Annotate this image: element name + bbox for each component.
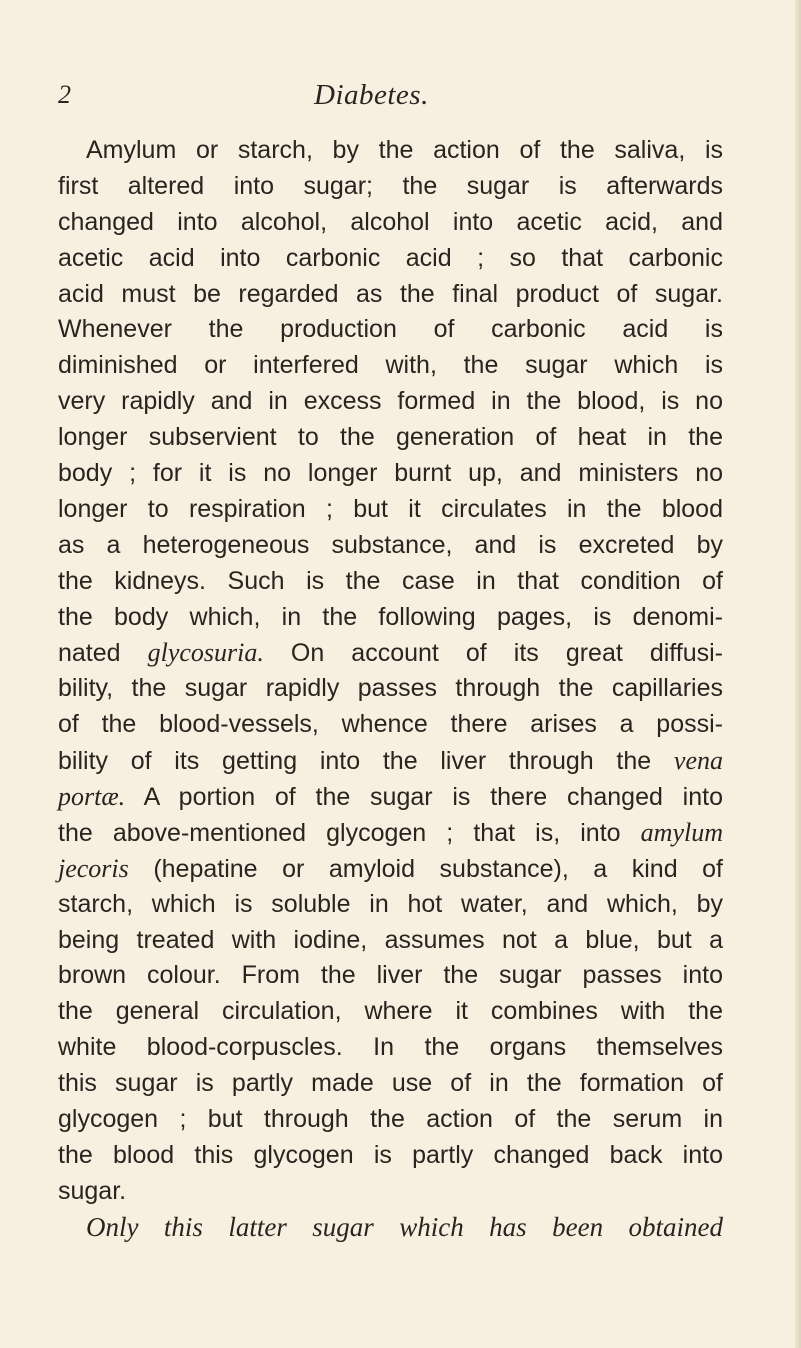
text-line: acetic acid into carbonic acid ; so that carbonic <box>58 243 723 272</box>
text-line: sugar. <box>58 1176 127 1205</box>
text-line <box>58 779 723 815</box>
text-line <box>58 815 723 851</box>
text-line: bility, the sugar rapidly passes through the capillaries <box>58 674 723 703</box>
text-line <box>58 851 723 887</box>
text-segment: On account of its great diffusi- <box>290 639 724 668</box>
page-edge <box>795 0 801 1348</box>
body-text <box>58 133 723 1246</box>
text-line: starch, which is soluble in hot water, and which, by <box>58 889 723 918</box>
text-line: body ; for it is no longer burnt up, and ministers no <box>58 459 723 488</box>
text-line: changed into alcohol, alcohol into acetic acid, and <box>58 207 723 236</box>
text-line: Amylum or starch, by the action of the saliva, is <box>86 136 723 164</box>
text-line: as a heterogeneous substance, and is excreted by <box>58 530 723 559</box>
text-line: the general circulation, where it combines with the <box>58 997 723 1026</box>
text-line: brown colour. From the liver the sugar passes into <box>58 961 723 990</box>
running-head <box>58 78 744 118</box>
text-line: Whenever the production of carbonic acid is <box>58 315 723 344</box>
text-line <box>58 635 723 671</box>
text-line: being treated with iodine, assumes not a blue, but a <box>58 925 723 954</box>
text-line: this sugar is partly made use of in the formation of <box>58 1069 723 1098</box>
text-line: the kidneys. Such is the case in that condition of <box>58 566 723 595</box>
page-number: 2 <box>58 80 71 109</box>
italic-term: glycosuria. <box>147 638 264 668</box>
text-line: the body which, in the following pages, is denomi- <box>58 602 723 631</box>
text-line: Only this latter sugar which has been obtained <box>86 1211 723 1242</box>
text-line: of the blood-vessels, whence there arises a possi- <box>58 710 723 739</box>
text-segment: (hepatine or amyloid substance), a kind of <box>153 854 723 883</box>
italic-term: vena <box>673 746 723 776</box>
text-line: the blood this glycogen is partly changed back into <box>58 1140 723 1169</box>
italic-term: portæ. <box>58 782 126 812</box>
italic-term: amylum <box>640 817 723 847</box>
text-line: glycogen ; but through the action of the serum in <box>58 1105 723 1134</box>
text-segment: bility of its getting into the liver through the <box>58 747 652 776</box>
text-segment: A portion of the sugar is there changed into <box>143 783 723 812</box>
text-segment: nated <box>58 639 121 668</box>
text-line: longer subservient to the generation of heat in the <box>58 423 723 452</box>
text-segment: the above-mentioned glycogen ; that is, into <box>58 818 621 847</box>
text-line: very rapidly and in excess formed in the blood, is no <box>58 387 723 416</box>
text-line: acid must be regarded as the final product of sugar. <box>58 279 723 308</box>
text-line: white blood-corpuscles. In the organs themselves <box>58 1033 723 1062</box>
running-title: Diabetes. <box>314 79 429 111</box>
text-line: longer to respiration ; but it circulates in the blood <box>58 494 723 523</box>
text-line <box>58 743 723 779</box>
text-line: diminished or interfered with, the sugar which is <box>58 351 723 380</box>
text-line: first altered into sugar; the sugar is afterwards <box>58 171 723 200</box>
italic-term: jecoris <box>58 853 129 883</box>
